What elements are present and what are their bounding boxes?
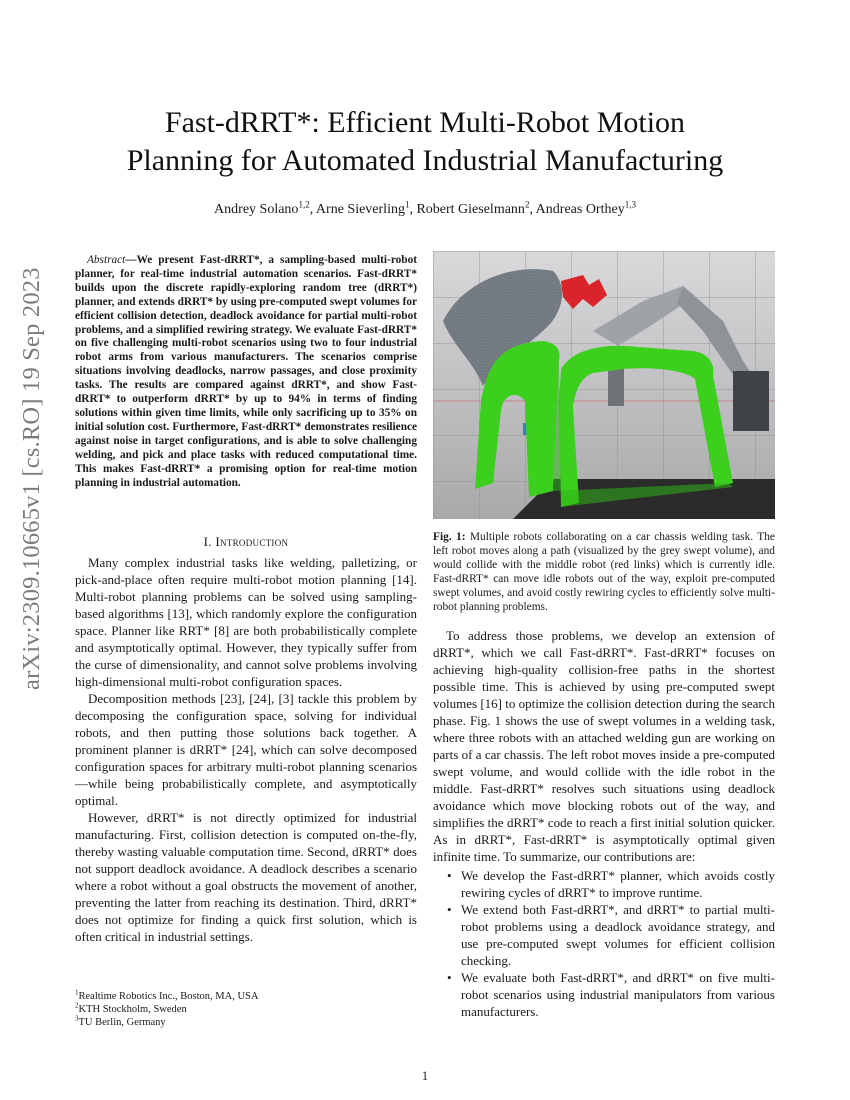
title-line-2: Planning for Automated Industrial Manufacturing xyxy=(126,144,724,177)
author-affiliation: 2 xyxy=(524,199,530,210)
page-number: 1 xyxy=(421,1069,429,1083)
arxiv-side-identifier: arXiv:2309.10665v1 [cs.RO] 19 Sep 2023 xyxy=(18,267,45,690)
footnote-mark: 2 xyxy=(75,1001,79,1010)
welding-scene-illustration xyxy=(433,251,775,519)
abstract-text: —We present Fast-dRRT*, a sampling-based multi-robot planner, for real-time industrial automation scenarios. Fast-dRRT* builds upon the discrete rapidly-exploring random tree (dRRT*) planner, and extends dRRT* by using pre-computed swept volumes for efficient collision detection, deadlock avoidance for partial multi-robot problems, and a simplified rewiring strategy. We evaluate Fast-dRRT* on five challenging multi-robot scenarios using two to four industrial robot arms from various manufacturers. The scenarios comprise situations involving deadlocks, narrow passages, and close proximity tasks. The results are compared against dRRT*, and show Fast-dRRT* to outperform dRRT* by up to 94% in terms of finding solutions within given time limits, while only sacrificing up to 35% on initial solution cost. Furthermore, Fast-dRRT* demonstrates resilience against noise in target configurations, and is able to solve challenging welding, and pick and place tasks with reduced computational time. This makes Fast-dRRT* a promising option for real-time motion planning in industrial automation. xyxy=(75,254,417,489)
list-item xyxy=(433,901,775,969)
author-list: Andrey Solano$^{1,2}$, Arne Sieverling$^1$, Robert Gieselmann$^2$, Andreas Orthey$^{1,3}$ xyxy=(214,199,636,217)
intro-paragraph: However, dRRT* is not directly optimized for industrial manufacturing. First, collision detection is computed on-the-fly, thereby wasting valuable computation time. Second, dRRT* does not support deadlock avoidance. A deadlock describes a scenario where a robot without a goal obstructs the movement of another, preventing the latter from reaching its destination. Third, dRRT* does not optimize for finding a quick first solution, which is often critical in industrial settings. xyxy=(75,810,417,944)
author-affiliation: 1,3 xyxy=(624,199,636,210)
right-column-body xyxy=(433,627,775,1020)
footnote xyxy=(75,1003,417,1016)
footnote-mark: 3 xyxy=(75,1014,79,1023)
author-name: Andrey Solano xyxy=(214,202,299,217)
footnote xyxy=(75,990,417,1003)
section-heading-introduction xyxy=(75,534,417,550)
abstract xyxy=(75,254,417,490)
contribution-text: We evaluate both Fast-dRRT*, and dRRT* on five multi-robot scenarios using industrial manipulators from various manufacturers. xyxy=(461,970,775,1019)
intro-paragraph: Decomposition methods [23], [24], [3] tackle this problem by decomposing the configuration space, solving for individual robots, and then putting those solutions back together. A prominent planner is dRRT* [24], which can solve decomposed configuration spaces for arbitrary multi-robot planning scenarios—while being probabilistically complete, and asymptotically optimal. xyxy=(75,691,417,808)
footnote-text: TU Berlin, Germany xyxy=(78,1017,166,1028)
author-name: Arne Sieverling xyxy=(315,202,405,217)
footnote-mark: 1 xyxy=(75,988,79,997)
figure-1-caption xyxy=(433,530,775,615)
author-name: Andreas Orthey xyxy=(535,202,625,217)
author-affiliation: 1,2 xyxy=(298,199,310,210)
body-paragraph: To address those problems, we develop an extension of dRRT*, which we call Fast-dRRT*. Fast-dRRT* focuses on achieving high-quality collision-free paths in the shortest possible time. This is achieved by using pre-computed swept volumes [16] to optimize the collision detection during the search phase. Fig. 1 shows the use of swept volumes in a welding task, where three robots with an attached welding gun are working on parts of a car chassis. The left robot moves inside a pre-computed swept volume, and would collide with the idle robot in the middle. Fast-dRRT* resolves such situations using deadlock avoidance which move blocking robots out of the way, and simplifies the dRRT* code to reach a first initial solution quicker. As in dRRT*, Fast-dRRT* is asymptotically optimal given infinite time. To summarize, our contributions are: xyxy=(433,628,775,864)
list-item xyxy=(433,969,775,1020)
intro-column xyxy=(75,554,417,945)
footnote xyxy=(75,1016,417,1029)
bullet-icon: • xyxy=(447,868,452,883)
figure-1-image xyxy=(433,251,775,519)
author-name: Robert Gieselmann xyxy=(416,202,525,217)
footnote-text: Realtime Robotics Inc., Boston, MA, USA xyxy=(78,991,259,1002)
author-affiliation: 1 xyxy=(404,199,410,210)
abstract-lead: Abstract xyxy=(87,254,126,266)
bullet-icon: • xyxy=(447,902,452,917)
paper-title xyxy=(60,104,790,180)
section-title: Introduction xyxy=(215,534,289,549)
title-line-1: Fast-dRRT*: Efficient Multi-Robot Motion xyxy=(164,106,686,139)
contribution-text: We develop the Fast-dRRT* planner, which avoids costly rewiring cycles of dRRT* to improve runtime. xyxy=(461,868,775,900)
figure-label: Fig. 1: xyxy=(433,531,466,543)
intro-paragraph: Many complex industrial tasks like welding, palletizing, or pick-and-place often require multi-robot motion planning [14]. Multi-robot planning problems can be solved using sampling-based algorithms [13], which randomly explore the configuration space. Planner like RRT* [8] are both probabilistically complete and asymptotically optimal. However, they typically suffer from the curse of dimensionality, and cannot solve problems involving high-dimensional multi-robot configuration spaces. xyxy=(75,555,417,689)
figure-caption-text: Multiple robots collaborating on a car chassis welding task. The left robot moves along a path (visualized by the grey swept volume), and would collide with the middle robot (red links) which is currently idle. Fast-dRRT* can move idle robots out of the way, exploit pre-computed swept volumes, and avoid costly rewiring cycles to efficiently solve multi-robot planning problems. xyxy=(433,531,775,614)
bullet-icon: • xyxy=(447,970,452,985)
section-number: I. xyxy=(203,534,212,549)
footnote-text: KTH Stockholm, Sweden xyxy=(78,1004,187,1015)
contributions-list xyxy=(433,867,775,1020)
affiliation-footnotes xyxy=(75,990,417,1029)
list-item xyxy=(433,867,775,901)
contribution-text: We extend both Fast-dRRT*, and dRRT* to partial multi-robot problems using a deadlock avoidance strategy, and use pre-computed swept volumes for efficient collision checking. xyxy=(461,902,775,968)
